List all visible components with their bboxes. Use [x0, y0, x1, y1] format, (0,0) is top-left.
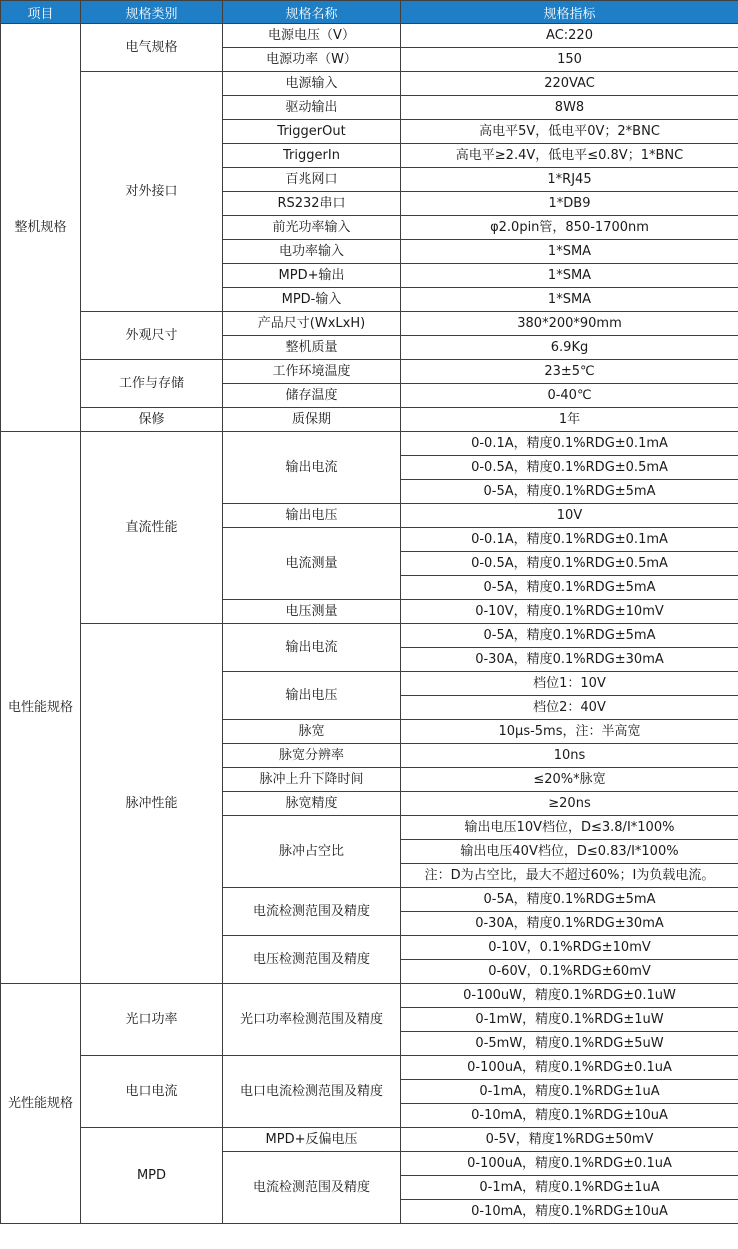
spec-value-cell: 220VAC [401, 72, 738, 96]
spec-value-cell: 0-10V，精度0.1%RDG±10mV [401, 600, 738, 624]
table-row [1, 432, 738, 456]
spec-name-cell: 质保期 [223, 408, 401, 432]
spec-name-cell: 输出电流 [223, 432, 401, 504]
spec-value-cell: 输出电压10V档位，D≤3.8/I*100% [401, 816, 738, 840]
spec-name-cell: MPD+反偏电压 [223, 1128, 401, 1152]
header-spec-name: 规格名称 [223, 1, 401, 24]
spec-value-cell: 0-5A，精度0.1%RDG±5mA [401, 576, 738, 600]
header-spec-value: 规格指标 [401, 1, 738, 24]
spec-name-cell: 电流检测范围及精度 [223, 1152, 401, 1224]
spec-value-cell: 高电平5V，低电平0V；2*BNC [401, 120, 738, 144]
header-item: 项目 [1, 1, 81, 24]
spec-name-cell: MPD-输入 [223, 288, 401, 312]
spec-name-cell: TriggerOut [223, 120, 401, 144]
spec-name-cell: 脉宽 [223, 720, 401, 744]
spec-name-cell: 输出电压 [223, 672, 401, 720]
spec-name-cell: 脉宽精度 [223, 792, 401, 816]
spec-value-cell: 0-30A，精度0.1%RDG±30mA [401, 912, 738, 936]
spec-name-cell: 产品尺寸(WxLxH) [223, 312, 401, 336]
spec-name-cell: 输出电压 [223, 504, 401, 528]
spec-value-cell: 0-1mW，精度0.1%RDG±1uW [401, 1008, 738, 1032]
spec-name-cell: 电源电压（V） [223, 24, 401, 48]
category-cell: 对外接口 [81, 72, 223, 312]
spec-name-cell: TriggerIn [223, 144, 401, 168]
spec-name-cell: 电压检测范围及精度 [223, 936, 401, 984]
spec-value-cell: ≥20ns [401, 792, 738, 816]
spec-value-cell: 高电平≥2.4V，低电平≤0.8V；1*BNC [401, 144, 738, 168]
table-row [1, 1056, 738, 1080]
spec-name-cell: 储存温度 [223, 384, 401, 408]
header-category: 规格类别 [81, 1, 223, 24]
spec-name-cell: 电压测量 [223, 600, 401, 624]
spec-value-cell: 档位1：10V [401, 672, 738, 696]
spec-value-cell: 0-10V，0.1%RDG±10mV [401, 936, 738, 960]
spec-value-cell: 0-100uA，精度0.1%RDG±0.1uA [401, 1152, 738, 1176]
spec-value-cell: 注：D为占空比，最大不超过60%；I为负载电流。 [401, 864, 738, 888]
spec-value-cell: 10V [401, 504, 738, 528]
spec-value-cell: 10μs-5ms，注：半高宽 [401, 720, 738, 744]
spec-name-cell: 前光功率输入 [223, 216, 401, 240]
spec-value-cell: 1*SMA [401, 288, 738, 312]
header-row [1, 1, 738, 24]
spec-name-cell: 电口电流检测范围及精度 [223, 1056, 401, 1128]
category-cell: 电口电流 [81, 1056, 223, 1128]
spec-value-cell: 0-10mA，精度0.1%RDG±10uA [401, 1104, 738, 1128]
spec-name-cell: 工作环境温度 [223, 360, 401, 384]
spec-value-cell: 8W8 [401, 96, 738, 120]
spec-name-cell: 驱动输出 [223, 96, 401, 120]
spec-value-cell: 输出电压40V档位，D≤0.83/I*100% [401, 840, 738, 864]
spec-value-cell: 1*DB9 [401, 192, 738, 216]
section-cell: 光性能规格 [1, 984, 81, 1224]
spec-value-cell: 0-60V，0.1%RDG±60mV [401, 960, 738, 984]
spec-value-cell: 23±5℃ [401, 360, 738, 384]
spec-value-cell: 0-40℃ [401, 384, 738, 408]
spec-value-cell: 0-5A，精度0.1%RDG±5mA [401, 624, 738, 648]
spec-value-cell: 0-5V，精度1%RDG±50mV [401, 1128, 738, 1152]
spec-value-cell: 0-100uW，精度0.1%RDG±0.1uW [401, 984, 738, 1008]
spec-value-cell: 0-5A，精度0.1%RDG±5mA [401, 888, 738, 912]
section-cell: 整机规格 [1, 24, 81, 432]
spec-name-cell: 脉冲占空比 [223, 816, 401, 888]
spec-value-cell: 0-5A，精度0.1%RDG±5mA [401, 480, 738, 504]
table-row [1, 984, 738, 1008]
spec-name-cell: 整机质量 [223, 336, 401, 360]
spec-value-cell: 0-30A，精度0.1%RDG±30mA [401, 648, 738, 672]
spec-value-cell: 档位2：40V [401, 696, 738, 720]
table-row [1, 360, 738, 384]
spec-value-cell: AC:220 [401, 24, 738, 48]
spec-name-cell: 电源输入 [223, 72, 401, 96]
spec-name-cell: MPD+输出 [223, 264, 401, 288]
section-cell: 电性能规格 [1, 432, 81, 984]
spec-name-cell: 百兆网口 [223, 168, 401, 192]
spec-name-cell: 脉宽分辨率 [223, 744, 401, 768]
spec-value-cell: 150 [401, 48, 738, 72]
category-cell: 脉冲性能 [81, 624, 223, 984]
spec-value-cell: 0-5mW，精度0.1%RDG±5uW [401, 1032, 738, 1056]
table-row [1, 1128, 738, 1152]
category-cell: 电气规格 [81, 24, 223, 72]
spec-value-cell: 0-10mA，精度0.1%RDG±10uA [401, 1200, 738, 1224]
spec-name-cell: 输出电流 [223, 624, 401, 672]
category-cell: 直流性能 [81, 432, 223, 624]
spec-name-cell: 电源功率（W） [223, 48, 401, 72]
category-cell: 外观尺寸 [81, 312, 223, 360]
spec-value-cell: 0-0.1A，精度0.1%RDG±0.1mA [401, 432, 738, 456]
spec-value-cell: 1*SMA [401, 240, 738, 264]
spec-value-cell: 1年 [401, 408, 738, 432]
spec-value-cell: 0-0.5A，精度0.1%RDG±0.5mA [401, 456, 738, 480]
spec-value-cell: 0-0.5A，精度0.1%RDG±0.5mA [401, 552, 738, 576]
spec-value-cell: 0-100uA，精度0.1%RDG±0.1uA [401, 1056, 738, 1080]
spec-value-cell: 6.9Kg [401, 336, 738, 360]
spec-name-cell: 电流检测范围及精度 [223, 888, 401, 936]
spec-value-cell: 0-0.1A，精度0.1%RDG±0.1mA [401, 528, 738, 552]
table-row [1, 408, 738, 432]
category-cell: 保修 [81, 408, 223, 432]
table-row [1, 24, 738, 48]
spec-name-cell: RS232串口 [223, 192, 401, 216]
table-row [1, 624, 738, 648]
table-row [1, 312, 738, 336]
spec-value-cell: φ2.0pin管，850-1700nm [401, 216, 738, 240]
spec-name-cell: 脉冲上升下降时间 [223, 768, 401, 792]
category-cell: 光口功率 [81, 984, 223, 1056]
spec-value-cell: 0-1mA，精度0.1%RDG±1uA [401, 1080, 738, 1104]
spec-name-cell: 电流测量 [223, 528, 401, 600]
spec-value-cell: 380*200*90mm [401, 312, 738, 336]
spec-value-cell: 0-1mA，精度0.1%RDG±1uA [401, 1176, 738, 1200]
spec-value-cell: 10ns [401, 744, 738, 768]
category-cell: MPD [81, 1128, 223, 1224]
spec-name-cell: 电功率输入 [223, 240, 401, 264]
spec-name-cell: 光口功率检测范围及精度 [223, 984, 401, 1056]
table-row [1, 72, 738, 96]
category-cell: 工作与存储 [81, 360, 223, 408]
spec-value-cell: 1*RJ45 [401, 168, 738, 192]
spec-value-cell: 1*SMA [401, 264, 738, 288]
spec-value-cell: ≤20%*脉宽 [401, 768, 738, 792]
